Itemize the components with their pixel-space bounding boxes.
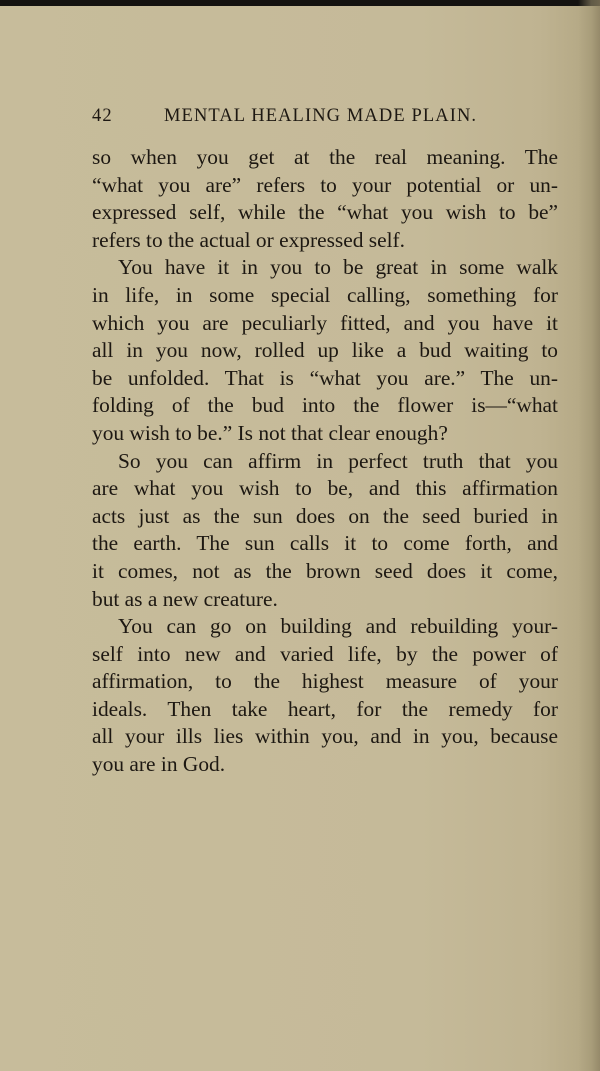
- body-text: [92, 144, 558, 779]
- text-line: expressed self, while the “what you wish to be”: [92, 200, 558, 225]
- text-line: in life, in some special calling, something for: [92, 282, 558, 307]
- text-line: you wish to be.” Is not that clear enough?: [92, 420, 448, 445]
- text-line: but as a new creature.: [92, 586, 278, 611]
- text-line: You can go on building and rebuilding your-: [118, 614, 558, 639]
- text-line: affirmation, to the highest measure of your: [92, 669, 558, 694]
- text-line: are what you wish to be, and this affirmation: [92, 476, 558, 501]
- text-line: be unfolded. That is “what you are.” The un-: [92, 365, 558, 390]
- page-right-edge: [578, 0, 600, 1071]
- text-line: the earth. The sun calls it to come forth, and: [92, 531, 558, 556]
- running-head: MENTAL HEALING MADE PLAIN.: [164, 106, 478, 126]
- text-line: refers to the actual or expressed self.: [92, 227, 405, 252]
- text-line: self into new and varied life, by the power of: [92, 641, 558, 666]
- text-line: which you are peculiarly fitted, and you have it: [92, 310, 558, 335]
- text-line: acts just as the sun does on the seed buried in: [92, 503, 558, 528]
- page-number: 42: [92, 106, 113, 126]
- text-line: it comes, not as the brown seed does it come,: [92, 558, 558, 583]
- page-header: [92, 100, 558, 130]
- text-line: ideals. Then take heart, for the remedy for: [92, 696, 558, 721]
- text-line: all in you now, rolled up like a bud waiting to: [92, 338, 558, 363]
- text-line: all your ills lies within you, and in you, because: [92, 724, 558, 749]
- page-top-edge: [0, 0, 600, 6]
- text-line: “what you are” refers to your potential or un-: [92, 172, 558, 197]
- text-line: You have it in you to be great in some walk: [118, 255, 558, 280]
- text-line: so when you get at the real meaning. The: [92, 145, 558, 169]
- text-line: you are in God.: [92, 752, 226, 777]
- text-line: folding of the bud into the flower is—“what: [92, 393, 558, 418]
- text-line: So you can affirm in perfect truth that you: [118, 448, 558, 473]
